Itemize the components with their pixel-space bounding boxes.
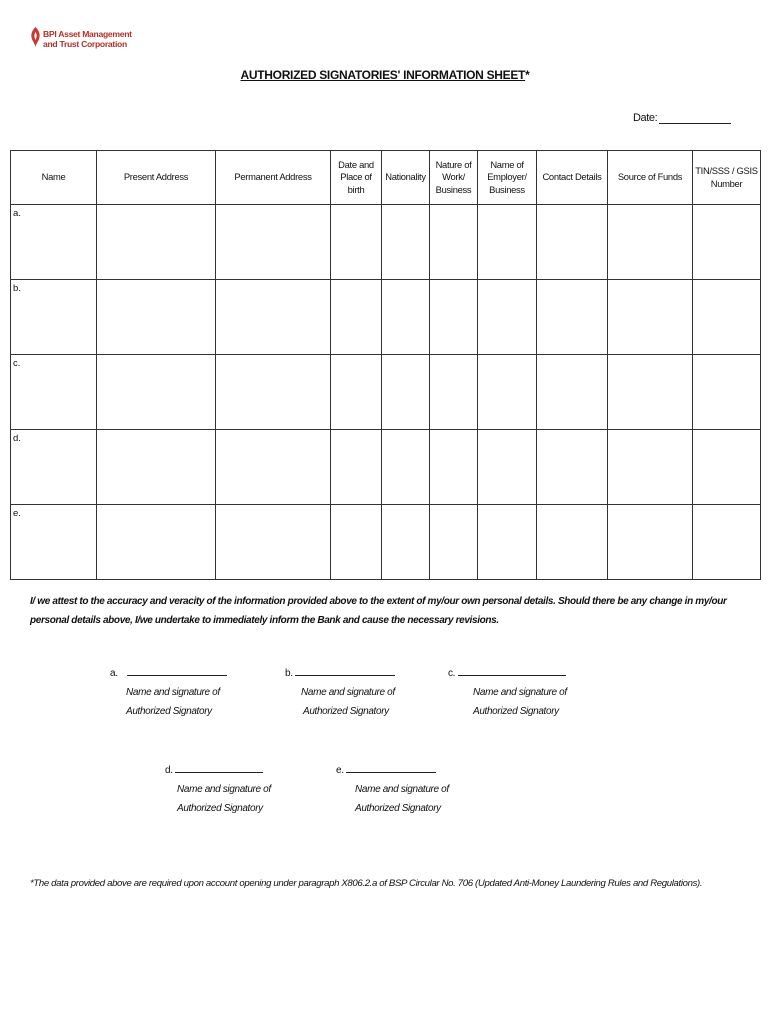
signature-caption-1: Name and signature of bbox=[126, 687, 220, 698]
table-cell[interactable] bbox=[608, 205, 693, 280]
column-header: Nature of Work/ Business bbox=[430, 151, 478, 205]
title-asterisk: * bbox=[525, 68, 530, 82]
table-cell[interactable] bbox=[216, 205, 331, 280]
table-cell[interactable] bbox=[537, 355, 608, 430]
signature-letter: c. bbox=[448, 668, 456, 679]
signature-caption-2: Authorized Signatory bbox=[303, 706, 389, 717]
table-cell[interactable] bbox=[216, 355, 331, 430]
logo-line-1: BPI Asset Management bbox=[43, 29, 132, 39]
logo-line-2: and Trust Corporation bbox=[43, 38, 127, 49]
table-cell[interactable] bbox=[97, 280, 216, 355]
signature-block-e bbox=[336, 761, 449, 818]
row-label-cell[interactable]: a. bbox=[11, 205, 97, 280]
date-blank-line[interactable] bbox=[659, 112, 731, 124]
signature-caption-1: Name and signature of bbox=[473, 687, 567, 698]
page-title bbox=[0, 68, 770, 82]
table-cell[interactable] bbox=[382, 355, 430, 430]
signature-caption-2: Authorized Signatory bbox=[355, 803, 441, 814]
table-cell[interactable] bbox=[478, 505, 537, 580]
column-header: Present Address bbox=[97, 151, 216, 205]
table-cell[interactable] bbox=[430, 205, 478, 280]
table-cell[interactable] bbox=[382, 430, 430, 505]
row-label-cell[interactable]: b. bbox=[11, 280, 97, 355]
signature-letter: b. bbox=[285, 668, 293, 679]
table-row bbox=[11, 355, 761, 430]
table-cell[interactable] bbox=[478, 430, 537, 505]
logo-emblem-icon bbox=[29, 26, 42, 48]
signature-caption-2: Authorized Signatory bbox=[126, 706, 212, 717]
table-cell[interactable] bbox=[331, 280, 382, 355]
signatories-table bbox=[10, 150, 761, 580]
signature-block-d bbox=[165, 761, 271, 818]
table-cell[interactable] bbox=[216, 505, 331, 580]
column-header: Name bbox=[11, 151, 97, 205]
footnote: *The data provided above are required upon account opening under paragraph X806.2.a of BSP Circular No. 706 (Updated Anti-Money Laundering Rules and Regulations). bbox=[30, 878, 703, 889]
column-header: Contact Details bbox=[537, 151, 608, 205]
signature-block-c bbox=[448, 664, 567, 721]
table-cell[interactable] bbox=[382, 205, 430, 280]
signature-line-a[interactable] bbox=[127, 665, 227, 676]
table-cell[interactable] bbox=[693, 430, 761, 505]
table-row bbox=[11, 505, 761, 580]
table-cell[interactable] bbox=[478, 205, 537, 280]
row-label-cell[interactable]: c. bbox=[11, 355, 97, 430]
table-cell[interactable] bbox=[331, 355, 382, 430]
table-cell[interactable] bbox=[97, 205, 216, 280]
table-header-row bbox=[11, 151, 761, 205]
column-header: Source of Funds bbox=[608, 151, 693, 205]
attestation-statement: I/ we attest to the accuracy and veracity of the information provided above to the extent of my/our own personal details. Should there be any change in my/our personal details above, I/we undertake to immediately inform the Bank and cause the necessary revisions. bbox=[30, 596, 727, 626]
signature-letter: d. bbox=[165, 765, 173, 776]
table-cell[interactable] bbox=[693, 355, 761, 430]
table-cell[interactable] bbox=[537, 280, 608, 355]
signature-block-b bbox=[285, 664, 395, 721]
table-cell[interactable] bbox=[537, 505, 608, 580]
signature-block-a bbox=[110, 664, 227, 721]
table-cell[interactable] bbox=[608, 355, 693, 430]
table-row bbox=[11, 430, 761, 505]
table-cell[interactable] bbox=[97, 505, 216, 580]
table-cell[interactable] bbox=[478, 355, 537, 430]
signature-caption-1: Name and signature of bbox=[177, 784, 271, 795]
table-cell[interactable] bbox=[216, 430, 331, 505]
signature-line-e[interactable] bbox=[346, 762, 436, 773]
column-header: Permanent Address bbox=[216, 151, 331, 205]
table-cell[interactable] bbox=[331, 430, 382, 505]
table-cell[interactable] bbox=[608, 280, 693, 355]
table-cell[interactable] bbox=[478, 280, 537, 355]
table-cell[interactable] bbox=[331, 505, 382, 580]
page-title-text: AUTHORIZED SIGNATORIES' INFORMATION SHEET bbox=[240, 68, 526, 82]
table-cell[interactable] bbox=[537, 430, 608, 505]
column-header: Name of Employer/ Business bbox=[478, 151, 537, 205]
table-cell[interactable] bbox=[97, 355, 216, 430]
signature-letter: e. bbox=[336, 765, 344, 776]
table-cell[interactable] bbox=[693, 205, 761, 280]
signature-caption-2: Authorized Signatory bbox=[177, 803, 263, 814]
date-label: Date: bbox=[633, 112, 658, 124]
column-header: Date and Place of birth bbox=[331, 151, 382, 205]
row-label-cell[interactable]: e. bbox=[11, 505, 97, 580]
signature-letter: a. bbox=[110, 668, 118, 679]
table-cell[interactable] bbox=[430, 355, 478, 430]
signature-caption-2: Authorized Signatory bbox=[473, 706, 559, 717]
table-cell[interactable] bbox=[216, 280, 331, 355]
table-cell[interactable] bbox=[537, 205, 608, 280]
table-cell[interactable] bbox=[430, 505, 478, 580]
signature-line-d[interactable] bbox=[175, 762, 263, 773]
column-header: TIN/SSS / GSIS Number bbox=[693, 151, 761, 205]
table-cell[interactable] bbox=[693, 505, 761, 580]
signature-line-b[interactable] bbox=[295, 665, 395, 676]
company-logo bbox=[29, 26, 132, 60]
table-cell[interactable] bbox=[430, 280, 478, 355]
table-cell[interactable] bbox=[382, 505, 430, 580]
date-field[interactable] bbox=[633, 112, 731, 124]
signature-caption-1: Name and signature of bbox=[301, 687, 395, 698]
table-cell[interactable] bbox=[693, 280, 761, 355]
signature-caption-1: Name and signature of bbox=[355, 784, 449, 795]
table-cell[interactable] bbox=[430, 430, 478, 505]
signature-line-c[interactable] bbox=[458, 665, 566, 676]
column-header: Nationality bbox=[382, 151, 430, 205]
table-cell[interactable] bbox=[331, 205, 382, 280]
table-row bbox=[11, 205, 761, 280]
row-label-cell[interactable]: d. bbox=[11, 430, 97, 505]
table-row bbox=[11, 280, 761, 355]
table-cell[interactable] bbox=[608, 430, 693, 505]
table-cell[interactable] bbox=[608, 505, 693, 580]
table-cell[interactable] bbox=[97, 430, 216, 505]
table-cell[interactable] bbox=[382, 280, 430, 355]
